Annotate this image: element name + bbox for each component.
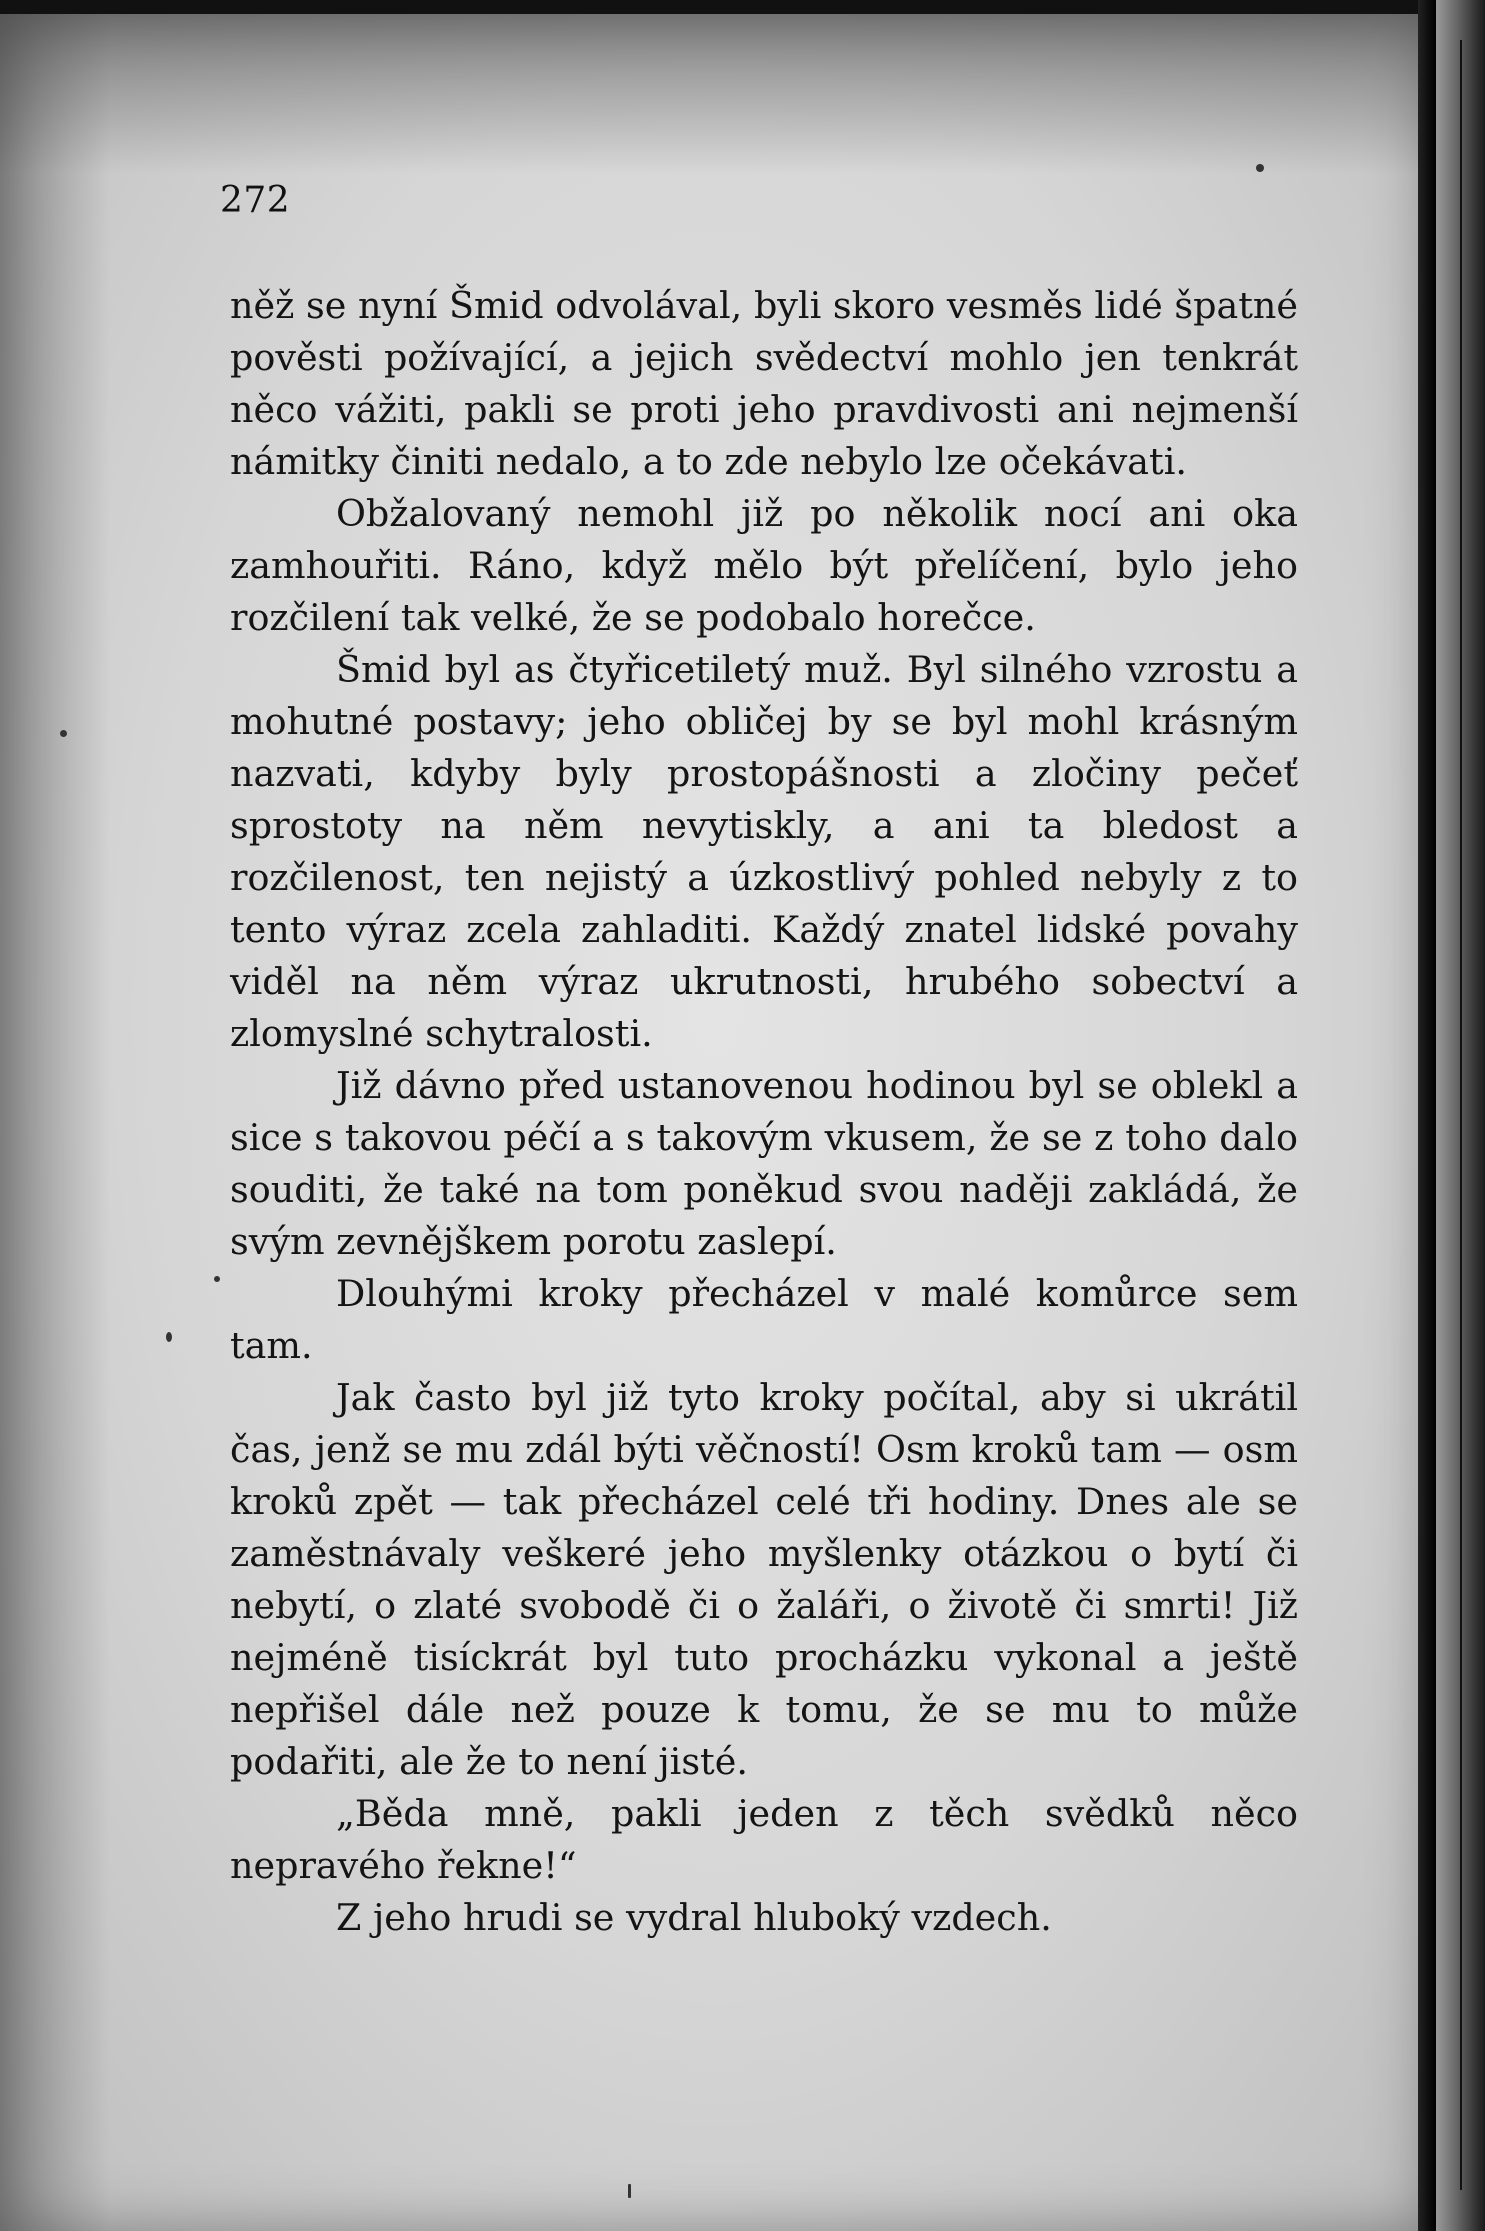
paragraph-1: něž se nyní Šmid odvolával, byli skoro vesměs lidé špatné pověsti požívající, a jejich svědectví mohlo jen tenkrát něco vážiti, pakli se proti jeho pravdivosti ani nejmenší námitky činiti nedalo, a to zde nebylo lze očekávati. [230,284,1298,483]
paragraph-8: Z jeho hrudi se vydral hluboký vzdech. [336,1896,1052,1939]
paragraph-5: Dlouhými kroky přecházel v malé komůrce sem tam. [230,1272,1298,1367]
scan-speck [214,1276,220,1282]
scan-shadow-left [0,14,110,2231]
scan-speck [1256,164,1264,172]
page-number: 272 [220,180,291,221]
body-text [230,280,1298,1944]
paragraph-4: Již dávno před ustanovenou hodinou byl se oblekl a sice s takovou péčí a s takovým vkusem, že se z toho dalo souditi, že také na tom poněkud svou naději zakládá, že svým zevnějškem porotu zaslepí. [230,1064,1298,1263]
adjacent-page-line [1460,40,1462,2190]
paragraph-3: Šmid byl as čtyřicetiletý muž. Byl silného vzrostu a mohutné postavy; jeho obličej by se byl mohl krásným nazvati, kdyby byly prostopášnosti a zločiny pečeť sprostoty na něm nevytiskly, a ani ta bledost a rozčilenost, ten nejistý a úzkostlivý pohled nebyly z to tento výraz zcela zahladiti. Každý znatel lidské povahy viděl na něm výraz ukrutnosti, hrubého sobectví a zlomyslné schytralosti. [230,648,1298,1055]
scan-speck [60,730,67,737]
book-gutter [1418,0,1436,2231]
scan-speck [166,1332,172,1342]
book-page-sheet [0,14,1430,2231]
paragraph-7: „Běda mně, pakli jeden z těch svědků něco nepravého řekne!“ [230,1792,1298,1887]
scan-speck [628,2184,631,2198]
paragraph-2: Obžalovaný nemohl již po několik nocí ani oka zamhouřiti. Ráno, když mělo být přelíčení, bylo jeho rozčilení tak velké, že se podobalo horečce. [230,492,1298,639]
paragraph-6: Jak často byl již tyto kroky počítal, aby si ukrátil čas, jenž se mu zdál býti věčností! Osm kroků tam — osm kroků zpět — tak přecházel celé tři hodiny. Dnes ale se zaměstnávaly veškeré jeho myšlenky otázkou o bytí či nebytí, o zlaté svobodě či o žaláři, o životě či smrti! Již nejméně tisíckrát byl tuto procházku vykonal a ještě nepřišel dále než pouze k tomu, že se mu to může podařiti, ale že to není jisté. [230,1376,1298,1783]
scan-shadow-top [0,14,1430,174]
